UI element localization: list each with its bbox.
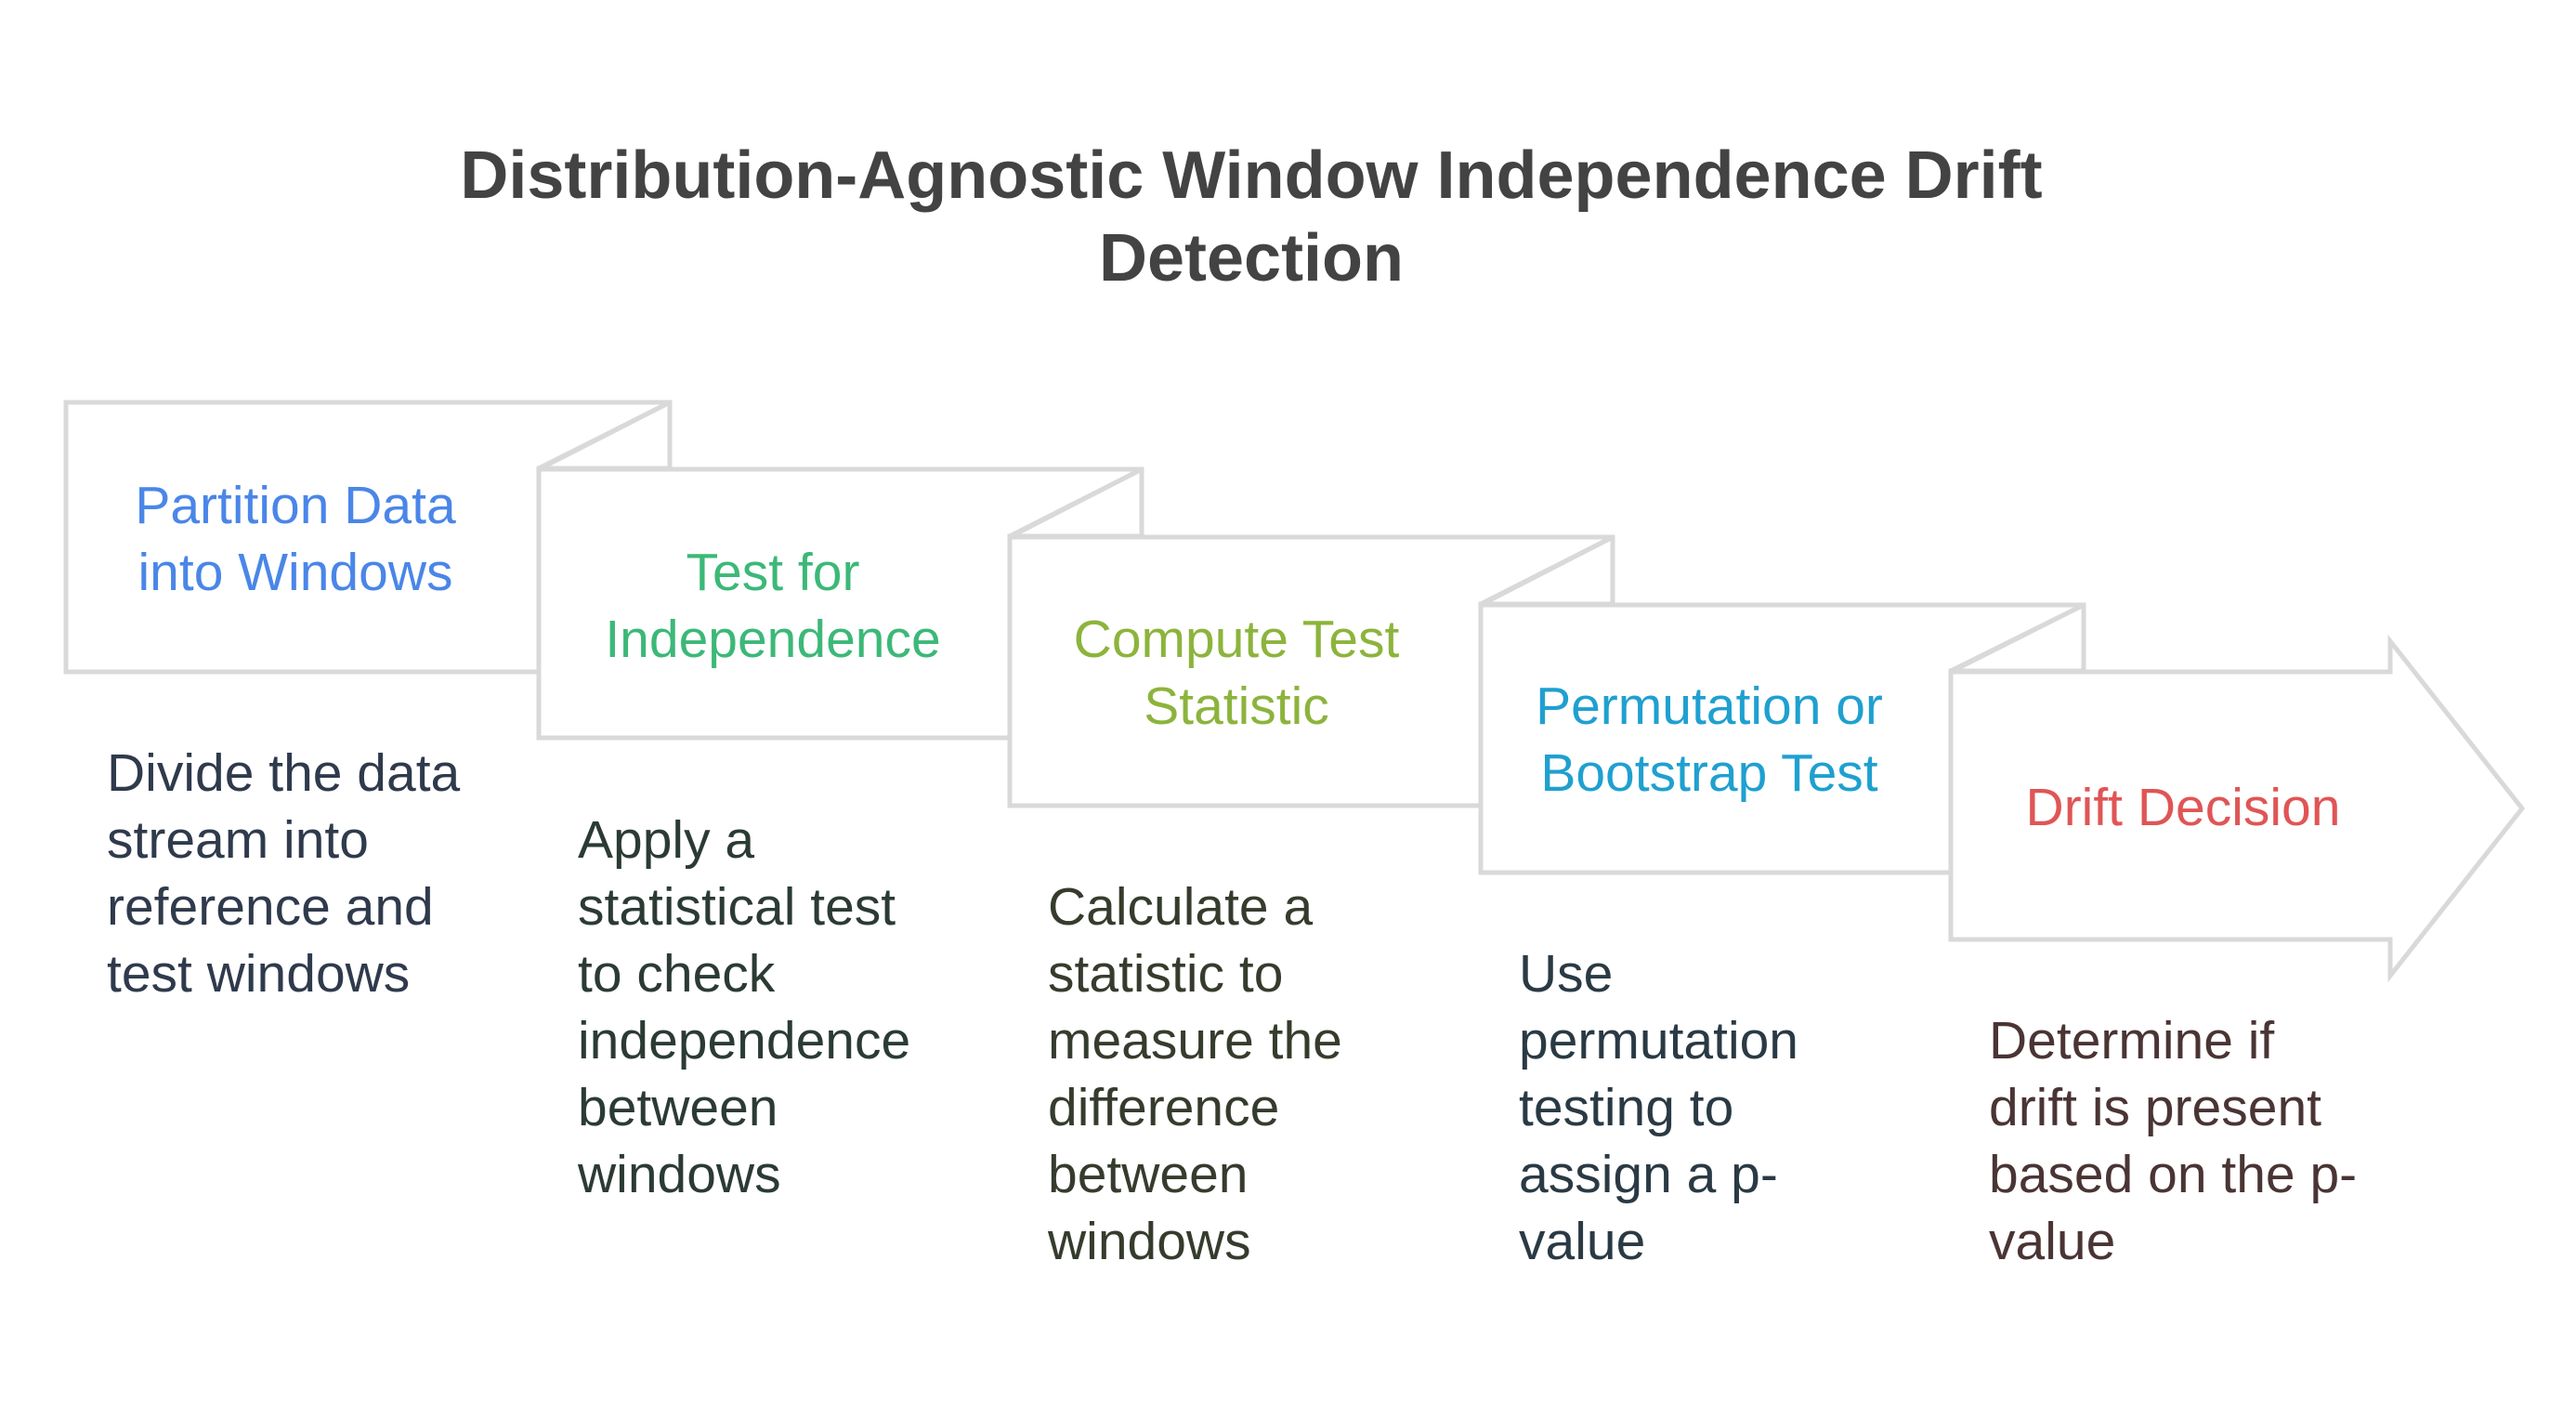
step-1-desc-line-4: test windows — [107, 944, 411, 1004]
step-1-desc-line-1: Divide the data — [107, 743, 461, 803]
step-2-desc-line-6: windows — [578, 1145, 781, 1204]
step-5-title-line-1: Drift Decision — [2025, 778, 2341, 837]
step-5-description — [1989, 1011, 2357, 1271]
step-5-title — [2026, 778, 2341, 837]
step-4-description — [1519, 944, 1798, 1271]
step-1-title-line-1: Partition Data — [135, 476, 456, 535]
step-2-title-line-1: Test for — [686, 543, 860, 602]
step-3-desc-line-4: difference — [1048, 1078, 1280, 1137]
step-4-title-line-2: Bootstrap Test — [1540, 743, 1878, 803]
step-5-desc-line-1: Determine if — [1989, 1011, 2275, 1070]
step-1-desc-line-2: stream into — [107, 810, 369, 870]
step-3-description — [1047, 877, 1342, 1271]
step-1-desc-line-3: reference and — [107, 877, 434, 937]
step-2-desc-line-5: between — [578, 1078, 778, 1137]
step-2-description — [577, 810, 910, 1204]
step-4-title-line-1: Permutation or — [1536, 676, 1883, 736]
step-2-desc-line-3: to check — [578, 944, 776, 1004]
step-3-desc-line-1: Calculate a — [1048, 877, 1314, 937]
step-5-desc-line-2: drift is present — [1989, 1078, 2321, 1137]
step-2-desc-line-4: independence — [578, 1011, 911, 1070]
step-2-desc-line-2: statistical test — [578, 877, 896, 937]
step-3-title-line-1: Compute Test — [1073, 610, 1400, 669]
step-2-desc-line-1: Apply a — [578, 810, 755, 870]
step-1-title-line-2: into Windows — [137, 543, 453, 602]
step-5-desc-line-4: value — [1989, 1212, 2116, 1271]
step-1-description — [107, 743, 461, 1004]
title-line-1: Distribution-Agnostic Window Independence Drift — [460, 138, 2043, 213]
step-4-desc-line-1: Use — [1519, 944, 1614, 1004]
step-2-title-line-2: Independence — [605, 610, 941, 669]
step-4-desc-line-4: assign a p- — [1519, 1145, 1778, 1204]
step-4-desc-line-3: testing to — [1519, 1078, 1734, 1137]
step-4-desc-line-2: permutation — [1519, 1011, 1799, 1070]
diagram-title — [460, 138, 2042, 295]
title-line-2: Detection — [1098, 221, 1405, 295]
step-3-desc-line-2: statistic to — [1048, 944, 1284, 1004]
step-4-desc-line-5: value — [1519, 1212, 1646, 1271]
step-3-title-line-2: Statistic — [1144, 676, 1329, 736]
step-3-desc-line-6: windows — [1048, 1212, 1251, 1271]
step-5-desc-line-3: based on the p- — [1989, 1145, 2358, 1204]
step-3-desc-line-3: measure the — [1048, 1011, 1342, 1070]
step-3-desc-line-5: between — [1048, 1145, 1249, 1204]
